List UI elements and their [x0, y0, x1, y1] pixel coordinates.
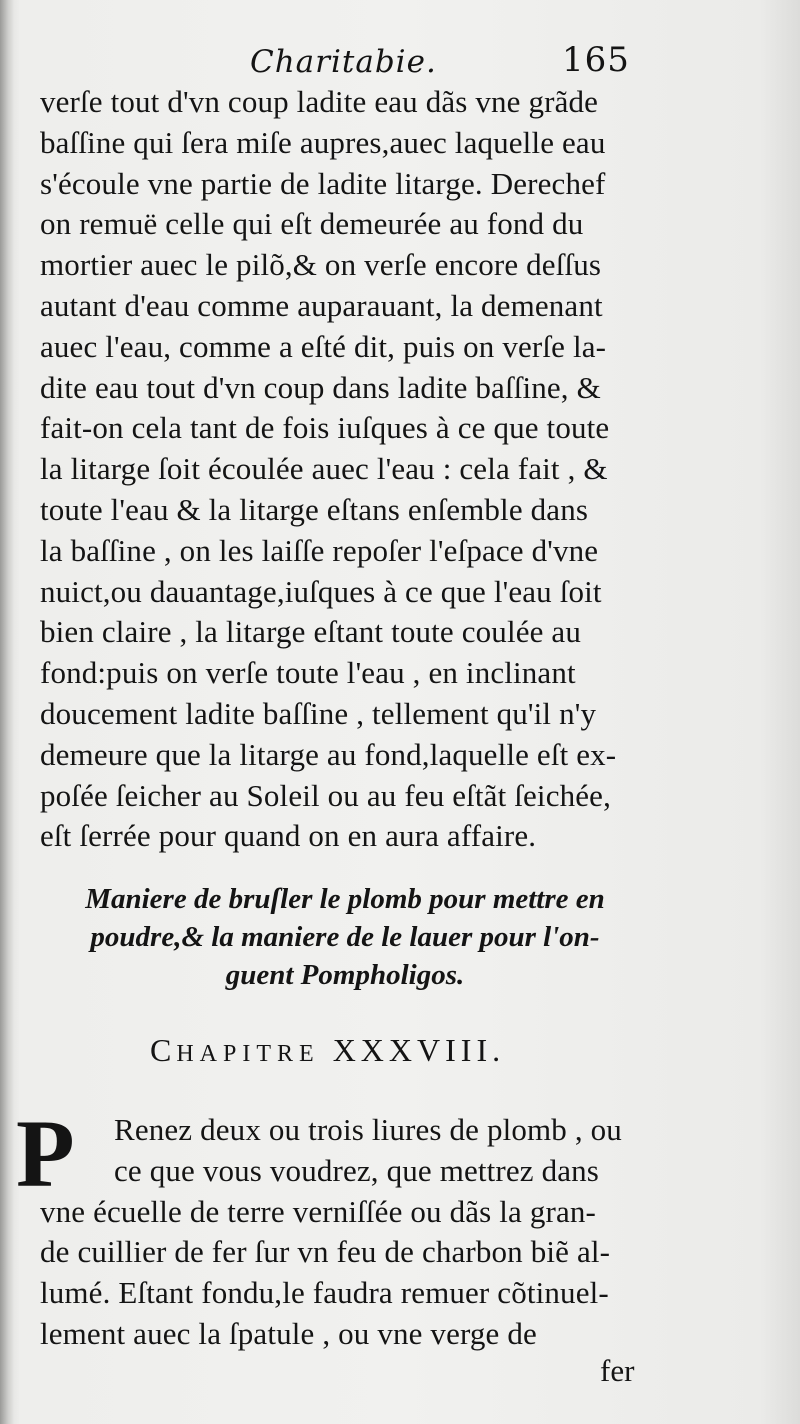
gutter-shadow	[0, 0, 14, 1424]
text-line: auec l'eau, comme a eſté dit, puis on verſe la-	[40, 328, 607, 364]
drop-cap: P	[16, 1100, 75, 1207]
text-line: verſe tout d'vn coup ladite eau dãs vne grãde	[40, 84, 599, 119]
running-head: Charitabie.	[250, 44, 437, 80]
text-line: bien claire , la litarge eſtant toute coulée au	[40, 614, 581, 650]
text-line: lumé. Eſtant fondu,le faudra remuer cõtinuel-	[40, 1275, 609, 1311]
chapter-title	[150, 1032, 505, 1069]
text-line: lement auec la ſpatule , ou vne verge de	[40, 1315, 537, 1351]
text-line: poſée ſeicher au Soleil ou au feu eſtãt ſeichée,	[40, 777, 611, 813]
text-line: nuict,ou dauantage,iuſques à ce que l'eau ſoit	[40, 573, 602, 609]
text-line: toute l'eau & la litarge eſtans enſemble dans	[40, 491, 589, 527]
section-heading	[40, 880, 650, 994]
text-line: demeure que la litarge au fond,laquelle eſt ex-	[40, 736, 617, 772]
chapter-word: HAPITRE	[176, 1041, 320, 1067]
chapter-initial: C	[150, 1032, 177, 1068]
text-line: fait-on cela tant de fois iuſques à ce que toute	[40, 410, 610, 446]
text-line: Renez deux ou trois liures de plomb , ou	[114, 1112, 622, 1147]
page-number: 165	[562, 40, 630, 80]
text-line: eſt ſerrée pour quand on en aura affaire.	[40, 818, 537, 854]
text-line: vne écuelle de terre verniſſée ou dãs la gran-	[40, 1193, 596, 1229]
text-line: s'écoule vne partie de ladite litarge. Derechef	[40, 165, 606, 201]
text-line: doucement ladite baſſine , tellement qu'il n'y	[40, 695, 597, 731]
text-line: on remuë celle qui eſt demeurée au fond du	[40, 206, 584, 242]
text-line: mortier auec le pilõ,& on verſe encore deſſus	[40, 247, 602, 283]
text-line: la litarge ſoit écoulée auec l'eau : cela fait , &	[40, 451, 608, 487]
chapter-paragraph	[40, 1110, 660, 1355]
catchword: fer	[600, 1353, 635, 1388]
chapter-numeral: XXXVIII.	[332, 1032, 506, 1068]
text-line: ce que vous voudrez, que mettrez dans	[114, 1152, 600, 1188]
paragraph-continued	[40, 82, 640, 857]
heading-line: Maniere de bruſler le plomb pour mettre en	[85, 883, 605, 915]
text-line: dite eau tout d'vn coup dans ladite baſſine, &	[40, 369, 601, 405]
heading-line: guent Pompholigos.	[225, 959, 465, 991]
heading-line: poudre,& la maniere de le lauer pour l'on-	[90, 921, 600, 953]
text-line: de cuillier de fer ſur vn feu de charbon biẽ al-	[40, 1234, 611, 1270]
text-line: la baſſine , on les laiſſe repoſer l'eſpace d'vne	[40, 532, 599, 568]
text-line: autant d'eau comme auparauant, la demenant	[40, 287, 603, 323]
text-line: baſſine qui ſera miſe aupres,auec laquelle eau	[40, 124, 606, 160]
text-line: fond:puis on verſe toute l'eau , en inclinant	[40, 655, 576, 691]
